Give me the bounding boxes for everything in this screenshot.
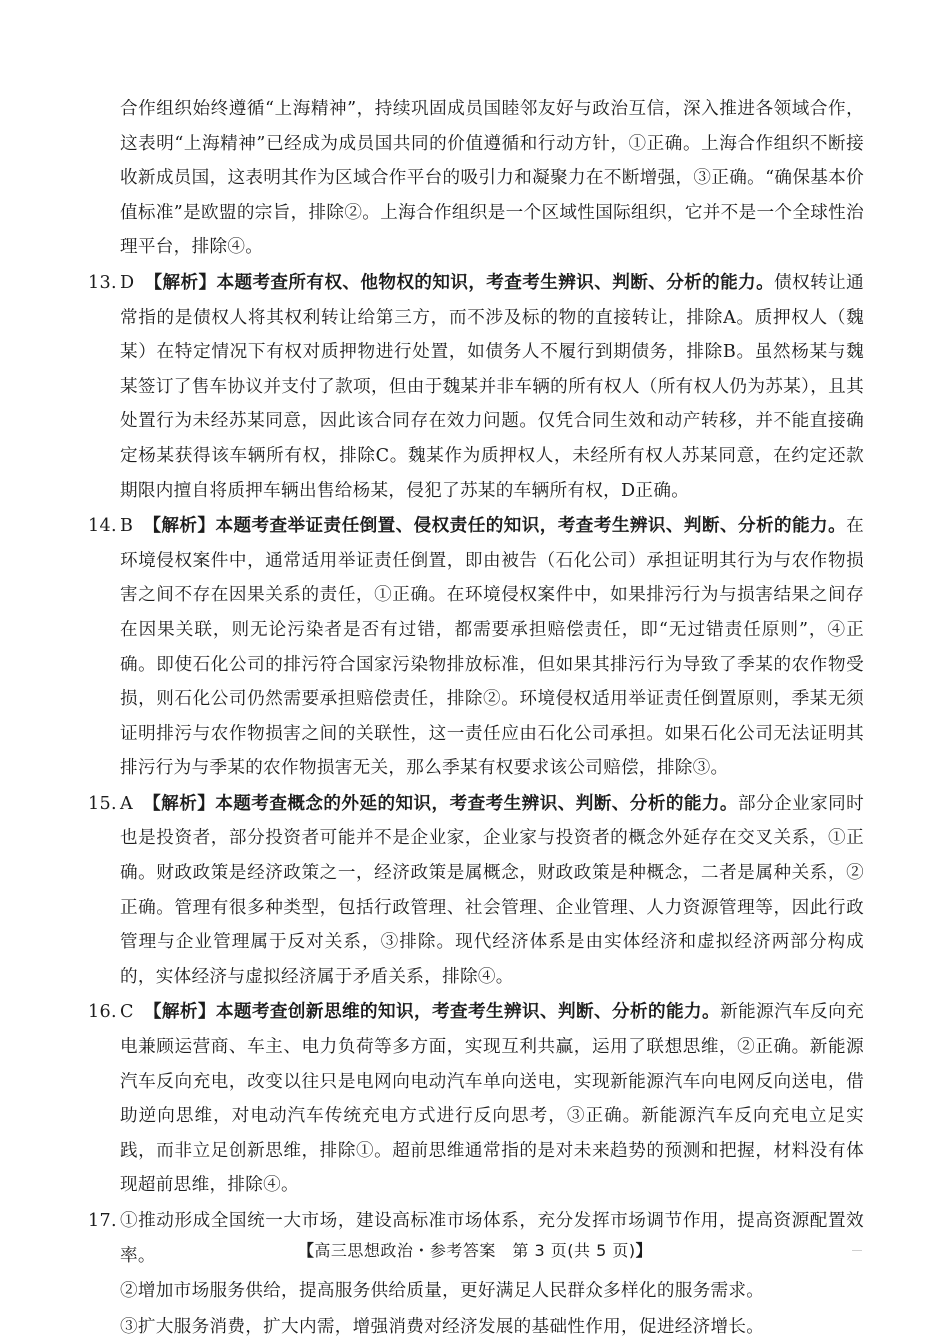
item-number: 17. [88,1211,117,1231]
footer-text: 高三思想政治・参考答案 第 3 页(共 5 页) [314,1241,636,1260]
answer-item-15 [88,787,864,995]
analysis-body: 在环境侵权案件中，通常适用举证责任倒置，即由被告（石化公司）承担证明其行为与农作物损害之间不存在因果关系的责任，①正确。在环境侵权案件中，如果排污行为与损害结果之间存在因果关联，则无论污染者是否有过错，都需要承担赔偿责任，即“无过错责任原则”，④正确。即使石化公司的排污符合国家污染物排放标准，但如果其排污行为导致了季某的农作物受损，则石化公司仍然需要承担赔偿责任，排除②。环境侵权适用举证责任倒置原则，季某无须证明排污与农作物损害之间的关联性，这一责任应由石化公司承担。如果石化公司无法证明其排污行为与季某的农作物损害无关，那么季某有权要求该公司赔偿，排除③。 [120,516,864,779]
corner-mark [852,1245,862,1251]
analysis-body: 新能源汽车反向充电兼顾运营商、车主、电力负荷等多方面，实现互利共赢，运用了联想思维，②正确。新能源汽车反向充电，改变以往只是电网向电动汽车单向送电，实现新能源汽车向电网反向送电，借助逆向思维，对电动汽车传统充电方式进行反向思考，③正确。新能源汽车反向充电立足实践，而非立足创新思维，排除①。超前思维通常指的是对未来趋势的预测和把握，材料没有体现超前思维，排除④。 [120,1002,864,1196]
answer-item-16 [88,995,864,1203]
analysis-tag: 【解析】 [144,271,217,293]
analysis-tag: 【解析】 [143,515,216,537]
item-number: 13. [88,272,117,293]
item-number: 15. [88,793,117,814]
answer-point-1: ①推动形成全国统一大市场，建设高标准市场体系，充分发挥市场调节作用，提高资源配置效率。 [120,1211,864,1266]
answer-content [88,92,864,1344]
analysis-body: 债权转让通常指的是债权人将其权利转让给第三方，而不涉及标的物的直接转让，排除A。质押权人（魏某）在特定情况下有权对质押物进行处置，如债务人不履行到期债务，排除B。虽然杨某与魏某签订了售车协议并支付了款项，但由于魏某并非车辆的所有权人（所有权人仍为苏某），且其处置行为未经苏某同意，因此该合同存在效力问题。仅凭合同生效和动产转移，并不能直接确定杨某获得该车辆所有权，排除C。魏某作为质押权人，未经所有权人苏某同意，在约定还款期限内擅自将质押车辆出售给杨某，侵犯了苏某的车辆所有权，D正确。 [120,272,864,501]
answer-item-14 [88,509,864,786]
analysis-intro: 本题考查举证责任倒置、侵权责任的知识，考查考生辨识、判断、分析的能力。 [215,515,847,537]
footer-right-bracket: 】 [635,1241,653,1260]
answer-letter: D [120,272,135,293]
item-number: 16. [88,1002,117,1023]
item-number: 14. [88,516,117,537]
answer-item-13 [88,266,864,508]
analysis-body: 部分企业家同时也是投资者，部分投资者可能并不是企业家，企业家与投资者的概念外延存在交叉关系，①正确。财政政策是经济政策之一，经济政策是属概念，财政政策是种概念，二者是属种关系，②正确。管理有很多种类型，包括行政管理、社会管理、企业管理、人力资源管理等，因此行政管理与企业管理属于反对关系，③排除。现代经济体系是由实体经济和虚拟经济两部分构成的，实体经济与虚拟经济属于矛盾关系，排除④。 [120,793,865,987]
analysis-intro: 本题考查概念的外延的知识，考查考生辨识、判断、分析的能力。 [215,792,738,814]
answer-point-2: ②增加市场服务供给，提高服务供给质量，更好满足人民群众多样化的服务需求。 [120,1281,765,1302]
answer-point-3: ③扩大服务消费，扩大内需，增强消费对经济发展的基础性作用，促进经济增长。 [120,1316,765,1337]
page-footer [0,1238,950,1261]
analysis-intro: 本题考查所有权、他物权的知识，考查考生辨识、判断、分析的能力。 [216,271,775,293]
analysis-tag: 【解析】 [143,792,216,814]
answer-letter: A [120,793,134,814]
answer-letter: B [120,516,134,537]
footer-left-bracket: 【 [297,1241,315,1260]
answer-letter: C [120,1002,134,1023]
analysis-tag: 【解析】 [143,1001,216,1023]
analysis-intro: 本题考查创新思维的知识，考查考生辨识、判断、分析的能力。 [215,1001,721,1023]
item-12-continuation: 合作组织始终遵循“上海精神”，持续巩固成员国睦邻友好与政治互信，深入推进各领域合作，这表明“上海精神”已经成为成员国共同的价值遵循和行动方针，①正确。上海合作组织不断接收新成员国，这表明其作为区域合作平台的吸引力和凝聚力在不断增强，③正确。“确保基本价值标准”是欧盟的宗旨，排除②。上海合作组织是一个区域性国际组织，它并不是一个全球性治理平台，排除④。 [120,99,864,258]
